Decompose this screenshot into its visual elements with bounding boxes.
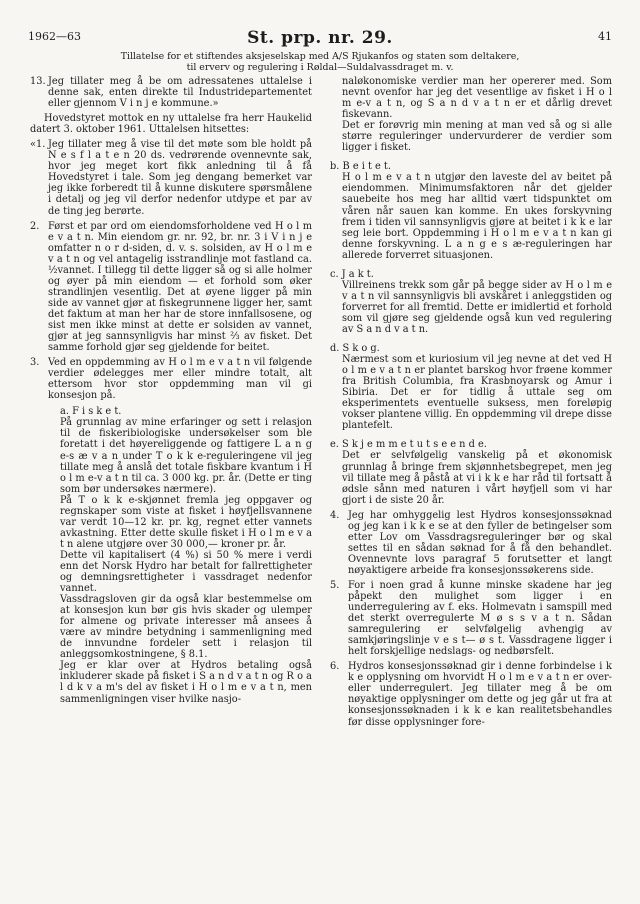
paragraph: Hovedstyret mottok en ny uttalelse fra herr Haukelid datert 3. oktober 1961. Uttalelsen hitsettes: (30, 113, 312, 136)
paragraph: Nærmest som et kuriosium vil jeg nevne at det ved H o l m e v a t n er plantet barskog hvor frøene kommer fra British Columbia, fra Krasbnoyarsk og Amur i Sibiria. Det er for tidlig å uttale seg om eksperimentets eventuelle suksess, men foreløpig vokser plantene villig. En oppdemming vil drepe disse plantefelt. (342, 354, 612, 432)
subsection-body-skog (330, 354, 612, 431)
item-number: 6. (330, 661, 340, 673)
paragraph: Villreinens trekk som går på begge sider av H o l m e v a t n vil sannsynligvis bli avskåret i anleggstiden og forverret for all fremtid. Dette er imidlertid et forhold som vil gjøre seg gjeldende også kun ved regulering av S a n d v a t n. (342, 279, 612, 335)
page-title: St. prp. nr. 29. (247, 28, 393, 48)
paragraph: På T o k k e-skjønnet fremla jeg oppgaver og regnskaper som viste at fisket i høyfjellsvannene var verdt 10—12 kr. pr. kg, regnet etter vannets avkastning. Etter dette skulle fisket i H o l m e v a t n alene utgjøre over 30 000,— kroner pr. år. (60, 494, 312, 550)
header-years: 1962—63 (28, 30, 81, 43)
right-column (330, 76, 612, 728)
paragraph: På grunnlag av mine erfaringer og sett i relasjon til de fiskeribiologiske undersøkelser som ble foretatt i det høyereliggende og fattigere L a n g e-s æ v a n under T o k k e-reguleringene vil jeg tillate meg å anslå det totale fiskbare kvantum i H o l m e-v a t n til ca. 3 000 kg. pr. år. (Dette er ting som bør undersøkes nærmere). (60, 417, 312, 495)
quote-item-5 (330, 580, 612, 657)
subsection-body-jakt (330, 280, 612, 335)
subsection-heading-utseende: e. S k j e m m e t u t s e e n d e. (330, 439, 487, 451)
paragraph: Vassdragsloven gir da også klar bestemmelse om at konsesjon kun bør gis hvis skader og ulemper for almene og private interesser må ansees å være av mindre betydning i sammenligning med de innvundne fordeler sett i relasjon til anleggsomkostningene, § 8.1. (60, 594, 312, 661)
subsection-heading-fisket: a. F i s k e t. (60, 406, 122, 418)
quote-item-1 (30, 139, 312, 216)
paragraph: H o l m e v a t n utgjør den laveste del av beitet på eiendommen. Minimumsfaktoren når det gjelder sauebeite hos meg har alltid vært tidspunktet om våren når sauen kan komme. En ukes forskyvning frem i tiden vil sannsynligvis gjøre at beitet i k k e lar seg leie bort. Oppdemming i H o l m e v a t n kan gi denne forskyvning. L a n g e s æ-reguleringen har allerede forverret situasjonen. (342, 172, 612, 261)
item-text: Hydros konsesjonssøknad gir i denne forbindelse i k k e opplysning om hvorvidt H o l m e v a t n er over- eller underregulert. Jeg tillater meg å be om nøyaktige opplysninger om dette og jeg går ut fra at konsesjonssøknaden i k k e kan realitetsbehandles før disse opplysninger fore- (348, 661, 612, 728)
paragraph: Det er forøvrig min mening at man ved så og si alle større reguleringer undervurderer de verdier som ligger i fisket. (342, 120, 612, 154)
paragraph: Det er selvfølgelig vanskelig på et økonomisk grunnlag å bringe frem skjønnhetsbegrepet, men jeg vil tillate meg å påstå at vi i k k e har råd til fortsatt å ødsle sånn med naturen i vårt høyfjell som vi har gjort i de siste 20 år. (342, 450, 612, 506)
item-text: For i noen grad å kunne minske skadene har jeg påpekt den mulighet som ligger i en underregulering av f. eks. Holmevatn i samspill med det sterkt overregulerte M ø s s v a t n. Sådan samregulering er selvfølgelig avhengig av samkjøringslinje v e s t— ø s t. Vassdragene ligger i helt forskjellige nedslags- og nedbørsfelt. (348, 579, 612, 658)
item-number: 5. (330, 579, 340, 591)
subsection-body-utseende (330, 450, 612, 505)
page-header (28, 28, 612, 73)
paragraph: Jeg er klar over at Hydros betaling også inkluderer skade på fisket i S a n d v a t n og R o a l d k v a m's del av fisket i H o l m e v a t n, men sammenligningen viser hvilke nasjo- (60, 660, 312, 705)
quote-item-3 (30, 357, 312, 401)
item-number: 13. (30, 76, 46, 87)
continued-fisket (330, 76, 612, 153)
subsection-body-fisket (30, 417, 312, 704)
quote-item-2 (30, 221, 312, 354)
item-text: Jeg har omhyggelig lest Hydros konsesjonssøknad og jeg kan i k k e se at den fyller de betingelser som etter Lov om Vassdragsreguleringer bør og skal settes til en sådan søknad for å få den behandlet. Ovennevnte lovs paragraf 5 forutsetter et langt nøyaktigere arbeide fra konsesjonssøkerens side. (348, 509, 612, 576)
subtitle-line-1: Tillatelse for et stiftendes aksjeselskap med A/S Rjukanfos og staten som deltakere, (120, 51, 520, 62)
subsection-heading-skog: d. S k o g. (330, 343, 380, 355)
paragraph: naløkonomiske verdier man her opererer med. Som nevnt ovenfor har jeg det vesentlige av fisket i H o l m e-v a t n, og S a n d v a t n er et dårlig drevet fiskevann. (342, 76, 612, 121)
item-number: 4. (330, 509, 340, 521)
subsection-body-beitet (330, 172, 612, 260)
item-number: 2. (30, 220, 40, 232)
quote-item-6 (330, 661, 612, 727)
item-text: Ved en oppdemming av H o l m e v a t n vil følgende verdier ødelegges mer eller mindre totalt, alt ettersom hvor stor oppdemming man vil gi konsesjon på. (48, 357, 312, 402)
header-subtitle (28, 51, 612, 73)
subsection-heading-beitet: b. B e i t e t. (330, 161, 391, 173)
subsection-heading-jakt: c. J a k t. (330, 268, 374, 280)
item-number: 3. (30, 357, 40, 369)
subtitle-line-2: til erverv og regulering i Røldal—Suldalvassdraget m. v. (186, 62, 454, 73)
page-number: 41 (598, 30, 612, 43)
item-text: Jeg tillater meg å vise til det møte som ble holdt på N e s f l a t e n 20 ds. vedrørende ovennevnte sak, hvor jeg meget kort fikk anledning til å få Hovedstyret i tale. Som jeg dengang bemerket var jeg ikke forberedt til å kunne diskutere spørsmålene i detalj og jeg vil derfor nedenfor utdype et par av de ting jeg berørte. (48, 139, 312, 217)
left-column (30, 76, 312, 705)
item-text: Først et par ord om eiendomsforholdene ved H o l m e v a t n. Min eiendom gr. nr. 92, br. nr. 3 i V i n j e omfatter n o r d-siden, d. v. s. solsiden, av H o l m e v a t n og vel antagelig isstrandlinje mot fastland ca. ½vannet. I tillegg til dette ligger så og si alle holmer og øyer på min eiendom — et forhold som øker strandlinjen vesentlig. Det at øyene ligger på min side av vannet gjør at fiskegrunnene ligger her, samt det faktum at man her har de store innfallsosene, og sist men ikke minst at dette er solsiden av vannet, gjør at jeg sannsynligvis har minst ⅔ av fisket. Det samme forhold gjør seg gjeldende for beitet. (48, 220, 312, 354)
quote-item-4 (330, 510, 612, 576)
item-number: «1. (30, 139, 46, 151)
item-text: Jeg tillater meg å be om adressatenes uttalelse i denne sak, enten direkte til Industridepartementet eller gjennom V i n j e kommune.» (48, 76, 312, 110)
item-13 (30, 76, 312, 109)
paragraph: Dette vil kapitalisert (4 %) si 50 % mere i verdi enn det Norsk Hydro har betalt for fallrettigheter og demningsrettigheter i vassdraget nedenfor vannet. (60, 549, 312, 595)
